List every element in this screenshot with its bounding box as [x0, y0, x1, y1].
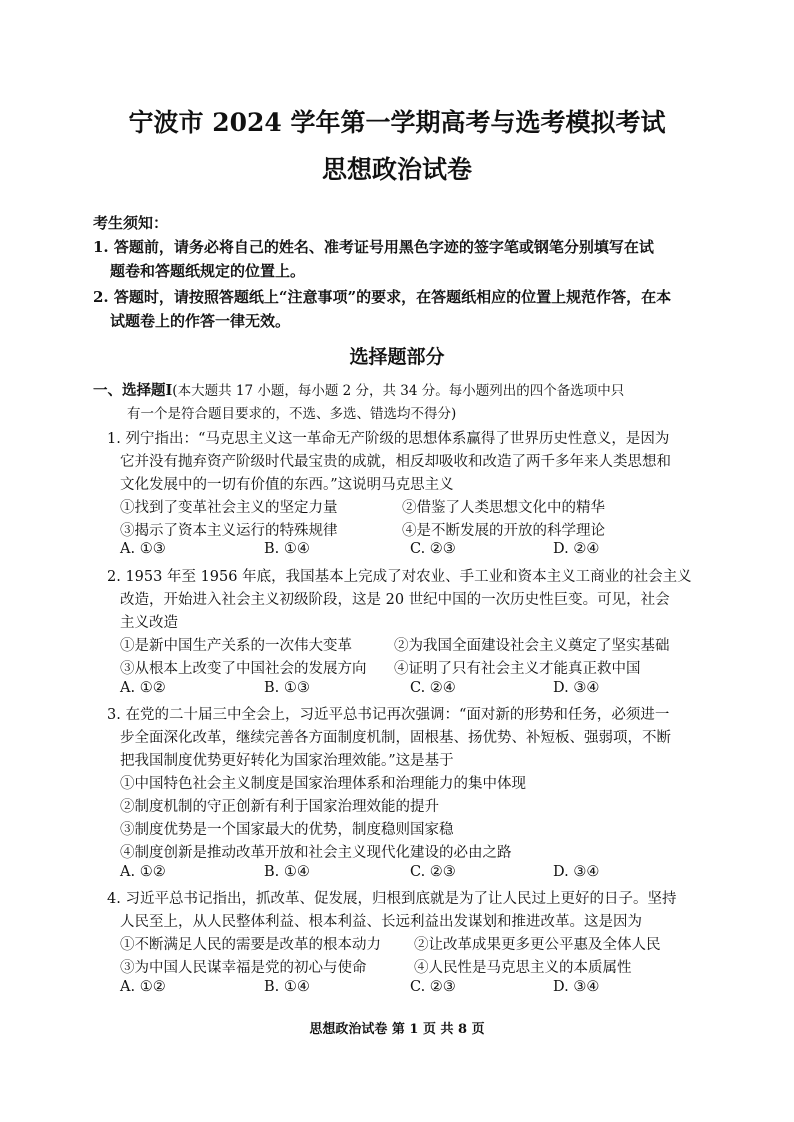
question-2-choice-a: A. ①②	[120, 680, 166, 696]
question-2-option-4: ④证明了只有社会主义才能真正救中国	[394, 661, 641, 677]
question-1-line-1: 1. 列宁指出：“马克思主义这一革命无产阶级的思想体系赢得了世界历史性意义，是因为	[107, 431, 670, 447]
question-4-option-3: ③为中国人民谋幸福是党的初心与使命	[120, 960, 367, 976]
question-1-option-4: ④是不断发展的开放的科学理论	[402, 523, 605, 539]
question-3-line-1: 3. 在党的二十届三中全会上，习近平总书记再次强调：“面对新的形势和任务，必须进一	[107, 707, 670, 723]
page-footer: 思想政治试卷 第 1 页 共 8 页	[309, 1022, 485, 1037]
question-4-choice-b: B. ①④	[264, 979, 310, 995]
exam-subtitle: 思想政治试卷	[321, 155, 472, 184]
question-4-choice-a: A. ①②	[120, 979, 166, 995]
question-4-option-1: ①不断满足人民的需要是改革的根本动力	[120, 937, 381, 953]
question-4-line-1: 4. 习近平总书记指出，抓改革、促发展，归根到底就是为了让人民过上更好的日子。坚持	[107, 891, 677, 907]
question-1-line-3: 文化发展中的一切有价值的东西。”这说明马克思主义	[120, 477, 454, 493]
notice-item-1-line-1: 1. 答题前，请务必将自己的姓名、准考证号用黑色字迹的签字笔或钢笔分别填写在试	[93, 238, 654, 256]
question-1-choice-a: A. ①③	[120, 541, 166, 557]
question-1-option-1: ①找到了变革社会主义的坚定力量	[120, 500, 338, 516]
question-3-choice-b: B. ①④	[264, 864, 310, 880]
part-1-heading	[93, 379, 624, 400]
question-1-option-2: ②借鉴了人类思想文化中的精华	[402, 500, 605, 516]
question-4-option-4: ④人民性是马克思主义的本质属性	[414, 960, 632, 976]
part-1-label: 一、选择题Ⅰ	[93, 382, 173, 399]
question-2-option-1: ①是新中国生产关系的一次伟大变革	[120, 638, 352, 654]
section-title: 选择题部分	[349, 346, 445, 368]
question-3-line-2: 步全面深化改革，继续完善各方面制度机制，固根基、扬优势、补短板、强弱项，不断	[120, 730, 671, 746]
question-2-line-1: 2. 1953 年至 1956 年底，我国基本上完成了对农业、手工业和资本主义工商业的社会主义	[107, 569, 692, 585]
question-3-line-3: 把我国制度优势更好转化为国家治理效能。”这是基于	[120, 753, 454, 769]
question-2-choice-c: C. ②④	[410, 680, 456, 696]
question-1-choice-d: D. ②④	[553, 541, 600, 557]
question-3-option-2: ②制度机制的守正创新有利于国家治理效能的提升	[120, 799, 439, 815]
notice-heading: 考生须知：	[93, 214, 169, 232]
exam-title: 宁波市 2024 学年第一学期高考与选考模拟考试	[128, 108, 666, 137]
question-2-option-2: ②为我国全面建设社会主义奠定了坚实基础	[394, 638, 670, 654]
question-3-option-1: ①中国特色社会主义制度是国家治理体系和治理能力的集中体现	[120, 776, 526, 792]
part-1-instructions-line-2: 有一个是符合题目要求的，不选、多选、错选均不得分)	[127, 406, 457, 422]
question-1-option-3: ③揭示了资本主义运行的特殊规律	[120, 523, 338, 539]
question-4-line-2: 人民至上，从人民整体利益、根本利益、长远利益出发谋划和推进改革。这是因为	[120, 914, 642, 930]
question-3-option-3: ③制度优势是一个国家最大的优势，制度稳则国家稳	[120, 822, 454, 838]
notice-item-2-line-1: 2. 答题时，请按照答题纸上“注意事项”的要求，在答题纸相应的位置上规范作答，在本	[93, 288, 672, 306]
question-1-choice-c: C. ②③	[410, 541, 456, 557]
question-2-choice-d: D. ③④	[553, 680, 600, 696]
question-1-choice-b: B. ①④	[264, 541, 310, 557]
question-2-line-3: 主义改造	[120, 615, 178, 631]
question-3-choice-c: C. ②③	[410, 864, 456, 880]
question-1-line-2: 它并没有抛弃资产阶级时代最宝贵的成就，相反却吸收和改造了两千多年来人类思想和	[120, 454, 671, 470]
question-4-choice-d: D. ③④	[553, 979, 600, 995]
question-4-option-2: ②让改革成果更多更公平惠及全体人民	[414, 937, 661, 953]
question-2-choice-b: B. ①③	[264, 680, 310, 696]
question-4-choice-c: C. ②③	[410, 979, 456, 995]
question-3-choice-d: D. ③④	[553, 864, 600, 880]
question-3-option-4: ④制度创新是推动改革开放和社会主义现代化建设的必由之路	[120, 845, 512, 861]
question-2-line-2: 改造，开始进入社会主义初级阶段，这是 20 世纪中国的一次历史性巨变。可见，社会	[120, 592, 670, 608]
question-2-option-3: ③从根本上改变了中国社会的发展方向	[120, 661, 367, 677]
notice-item-1-line-2: 题卷和答题纸规定的位置上。	[110, 262, 306, 280]
part-1-instructions-line-1: (本大题共 17 小题，每小题 2 分，共 34 分。每小题列出的四个备选项中只	[172, 383, 625, 399]
question-3-choice-a: A. ①②	[120, 864, 166, 880]
notice-item-2-line-2: 试题卷上的作答一律无效。	[110, 312, 291, 330]
